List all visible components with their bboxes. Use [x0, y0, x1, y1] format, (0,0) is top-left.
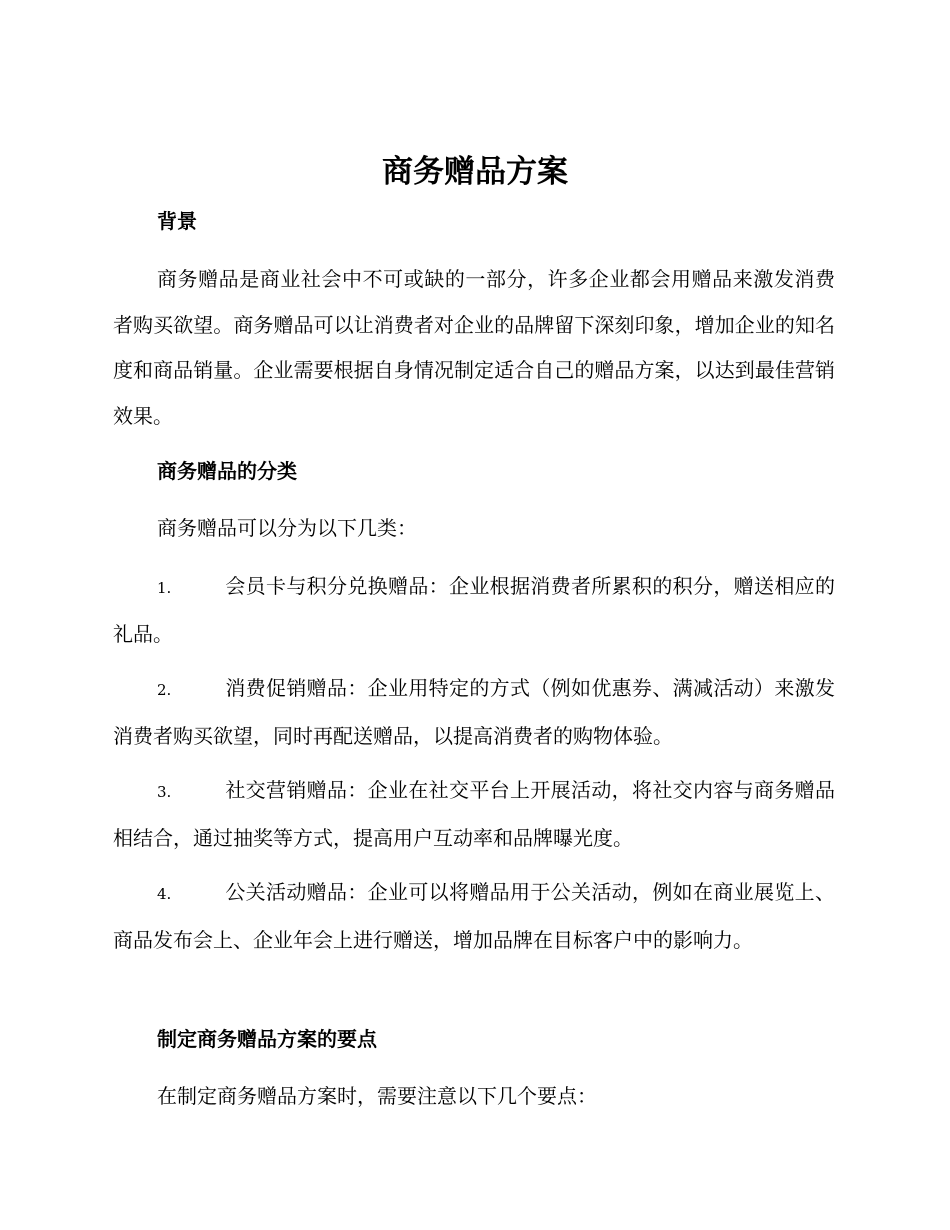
document-title: 商务赠品方案 [382, 154, 568, 190]
list-item-text: 会员卡与积分兑换赠品：企业根据消费者所累积的积分，赠送相应的礼品。 [113, 574, 835, 646]
list-item-number: 4. [157, 885, 172, 903]
list-item [113, 564, 835, 657]
list-item-number: 1. [157, 579, 172, 597]
list-item-number: 2. [157, 681, 172, 699]
categories-intro: 商务赠品可以分为以下几类： [157, 516, 417, 540]
list-item [113, 870, 835, 963]
list-item [113, 666, 835, 759]
section-heading-categories: 商务赠品的分类 [157, 459, 297, 483]
list-item-text: 公关活动赠品：企业可以将赠品用于公关活动，例如在商业展览上、商品发布会上、企业年会上进行赠送，增加品牌在目标客户中的影响力。 [113, 880, 835, 952]
key-points-intro: 在制定商务赠品方案时，需要注意以下几个要点： [157, 1084, 597, 1108]
list-item-text: 社交营销赠品：企业在社交平台上开展活动，将社交内容与商务赠品相结合，通过抽奖等方式，提高用户互动率和品牌曝光度。 [113, 778, 835, 850]
list-item-number: 3. [157, 783, 172, 801]
section-heading-background: 背景 [157, 209, 197, 233]
list-item [113, 768, 835, 861]
section-heading-key-points: 制定商务赠品方案的要点 [157, 1027, 377, 1051]
list-item-text: 消费促销赠品：企业用特定的方式（例如优惠券、满减活动）来激发消费者购买欲望，同时再配送赠品，以提高消费者的购物体验。 [113, 676, 835, 748]
background-paragraph: 商务赠品是商业社会中不可或缺的一部分，许多企业都会用赠品来激发消费者购买欲望。商务赠品可以让消费者对企业的品牌留下深刻印象，增加企业的知名度和商品销量。企业需要根据自身情况制定适合自己的赠品方案，以达到最佳营销效果。 [113, 267, 835, 428]
